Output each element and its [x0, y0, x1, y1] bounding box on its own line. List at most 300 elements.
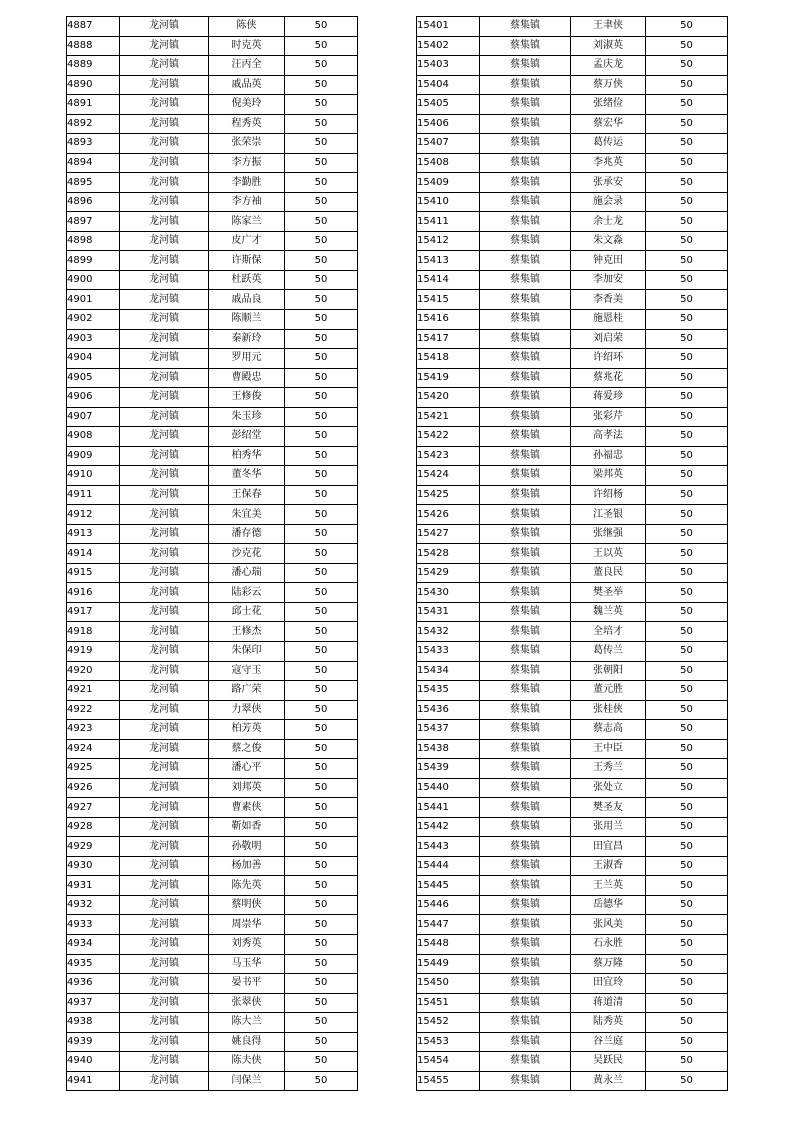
person-name-cell: 张承安: [571, 173, 646, 193]
row-number-cell: 15415: [417, 290, 480, 310]
row-number-cell: 4908: [67, 427, 120, 447]
table-row: [67, 876, 358, 896]
person-name-cell: 潘心平: [209, 759, 285, 779]
person-name-cell: 李方袖: [209, 192, 285, 212]
town-cell: 龙河镇: [120, 212, 209, 232]
row-number-cell: 15417: [417, 329, 480, 349]
row-number-cell: 15444: [417, 856, 480, 876]
person-name-cell: 陈家兰: [209, 212, 285, 232]
town-cell: 蔡集镇: [480, 798, 571, 818]
table-row: [67, 466, 358, 486]
town-cell: 蔡集镇: [480, 309, 571, 329]
amount-cell: 50: [646, 954, 728, 974]
amount-cell: 50: [646, 270, 728, 290]
town-cell: 蔡集镇: [480, 134, 571, 154]
person-name-cell: 刘淑英: [571, 36, 646, 56]
table-row: [417, 75, 728, 95]
amount-cell: 50: [285, 954, 358, 974]
table-row: [67, 622, 358, 642]
table-row: [417, 1013, 728, 1033]
table-row: [67, 993, 358, 1013]
table-row: [67, 192, 358, 212]
row-number-cell: 4939: [67, 1032, 120, 1052]
table-row: [417, 895, 728, 915]
person-name-cell: 王秀兰: [571, 759, 646, 779]
person-name-cell: 张桂侠: [571, 700, 646, 720]
person-name-cell: 张荣崇: [209, 134, 285, 154]
table-row: [67, 602, 358, 622]
row-number-cell: 15449: [417, 954, 480, 974]
person-name-cell: 汪丙全: [209, 56, 285, 76]
amount-cell: 50: [285, 837, 358, 857]
town-cell: 蔡集镇: [480, 700, 571, 720]
table-row: [417, 856, 728, 876]
amount-cell: 50: [285, 524, 358, 544]
person-name-cell: 李方振: [209, 153, 285, 173]
town-cell: 蔡集镇: [480, 739, 571, 759]
town-cell: 龙河镇: [120, 700, 209, 720]
amount-cell: 50: [285, 427, 358, 447]
town-cell: 蔡集镇: [480, 251, 571, 271]
row-number-cell: 15443: [417, 837, 480, 857]
amount-cell: 50: [285, 251, 358, 271]
person-name-cell: 蔡之俊: [209, 739, 285, 759]
person-name-cell: 高孝法: [571, 427, 646, 447]
town-cell: 蔡集镇: [480, 368, 571, 388]
person-name-cell: 陈先英: [209, 876, 285, 896]
person-name-cell: 王保春: [209, 485, 285, 505]
person-name-cell: 张翠侠: [209, 993, 285, 1013]
person-name-cell: 蒋道清: [571, 993, 646, 1013]
town-cell: 蔡集镇: [480, 75, 571, 95]
amount-cell: 50: [646, 876, 728, 896]
amount-cell: 50: [646, 114, 728, 134]
row-number-cell: 15407: [417, 134, 480, 154]
row-number-cell: 15427: [417, 524, 480, 544]
person-name-cell: 沙克花: [209, 544, 285, 564]
town-cell: 龙河镇: [120, 759, 209, 779]
left-table: [66, 16, 358, 1091]
person-name-cell: 李加安: [571, 270, 646, 290]
amount-cell: 50: [646, 1052, 728, 1072]
amount-cell: 50: [646, 173, 728, 193]
person-name-cell: 钟克田: [571, 251, 646, 271]
table-row: [417, 778, 728, 798]
row-number-cell: 4931: [67, 876, 120, 896]
person-name-cell: 彭绍堂: [209, 427, 285, 447]
person-name-cell: 潘心瑞: [209, 563, 285, 583]
row-number-cell: 15446: [417, 895, 480, 915]
amount-cell: 50: [285, 1013, 358, 1033]
table-row: [67, 505, 358, 525]
person-name-cell: 周崇华: [209, 915, 285, 935]
table-row: [67, 173, 358, 193]
town-cell: 龙河镇: [120, 915, 209, 935]
table-row: [417, 368, 728, 388]
table-row: [417, 1071, 728, 1091]
town-cell: 蔡集镇: [480, 329, 571, 349]
person-name-cell: 王以英: [571, 544, 646, 564]
person-name-cell: 王淑香: [571, 856, 646, 876]
town-cell: 龙河镇: [120, 192, 209, 212]
person-name-cell: 张彩芹: [571, 407, 646, 427]
table-row: [67, 251, 358, 271]
town-cell: 蔡集镇: [480, 524, 571, 544]
town-cell: 龙河镇: [120, 231, 209, 251]
person-name-cell: 蒋爱珍: [571, 388, 646, 408]
person-name-cell: 王修俊: [209, 388, 285, 408]
row-number-cell: 15428: [417, 544, 480, 564]
amount-cell: 50: [646, 505, 728, 525]
row-number-cell: 4927: [67, 798, 120, 818]
person-name-cell: 余士龙: [571, 212, 646, 232]
row-number-cell: 4896: [67, 192, 120, 212]
row-number-cell: 4919: [67, 642, 120, 662]
amount-cell: 50: [646, 1013, 728, 1033]
amount-cell: 50: [285, 114, 358, 134]
town-cell: 龙河镇: [120, 290, 209, 310]
amount-cell: 50: [285, 309, 358, 329]
table-row: [417, 934, 728, 954]
table-row: [67, 446, 358, 466]
table-row: [67, 134, 358, 154]
town-cell: 龙河镇: [120, 837, 209, 857]
person-name-cell: 张用兰: [571, 817, 646, 837]
row-number-cell: 4901: [67, 290, 120, 310]
table-row: [67, 856, 358, 876]
table-row: [417, 466, 728, 486]
row-number-cell: 4934: [67, 934, 120, 954]
table-row: [67, 95, 358, 115]
row-number-cell: 4903: [67, 329, 120, 349]
person-name-cell: 黄永兰: [571, 1071, 646, 1091]
amount-cell: 50: [285, 153, 358, 173]
town-cell: 蔡集镇: [480, 270, 571, 290]
town-cell: 蔡集镇: [480, 602, 571, 622]
person-name-cell: 陈夫侠: [209, 1052, 285, 1072]
row-number-cell: 15401: [417, 17, 480, 37]
person-name-cell: 梁邦英: [571, 466, 646, 486]
row-number-cell: 15447: [417, 915, 480, 935]
amount-cell: 50: [285, 349, 358, 369]
person-name-cell: 刘邦英: [209, 778, 285, 798]
amount-cell: 50: [646, 290, 728, 310]
table-row: [417, 681, 728, 701]
row-number-cell: 15410: [417, 192, 480, 212]
row-number-cell: 4938: [67, 1013, 120, 1033]
town-cell: 蔡集镇: [480, 837, 571, 857]
amount-cell: 50: [646, 56, 728, 76]
table-row: [417, 739, 728, 759]
amount-cell: 50: [285, 368, 358, 388]
row-number-cell: 15452: [417, 1013, 480, 1033]
row-number-cell: 15412: [417, 231, 480, 251]
amount-cell: 50: [285, 134, 358, 154]
row-number-cell: 15408: [417, 153, 480, 173]
amount-cell: 50: [285, 661, 358, 681]
town-cell: 蔡集镇: [480, 1052, 571, 1072]
amount-cell: 50: [646, 368, 728, 388]
row-number-cell: 15453: [417, 1032, 480, 1052]
person-name-cell: 力翠侠: [209, 700, 285, 720]
town-cell: 龙河镇: [120, 485, 209, 505]
person-name-cell: 刘秀英: [209, 934, 285, 954]
person-name-cell: 谷兰庭: [571, 1032, 646, 1052]
row-number-cell: 4936: [67, 974, 120, 994]
town-cell: 蔡集镇: [480, 114, 571, 134]
table-row: [67, 17, 358, 37]
table-row: [417, 251, 728, 271]
table-row: [67, 778, 358, 798]
table-row: [417, 1032, 728, 1052]
amount-cell: 50: [646, 856, 728, 876]
town-cell: 龙河镇: [120, 329, 209, 349]
person-name-cell: 吴跃民: [571, 1052, 646, 1072]
table-row: [417, 349, 728, 369]
amount-cell: 50: [285, 329, 358, 349]
person-name-cell: 柏秀华: [209, 446, 285, 466]
person-name-cell: 江圣银: [571, 505, 646, 525]
person-name-cell: 孟庆龙: [571, 56, 646, 76]
amount-cell: 50: [646, 231, 728, 251]
amount-cell: 50: [646, 212, 728, 232]
amount-cell: 50: [285, 270, 358, 290]
row-number-cell: 15406: [417, 114, 480, 134]
row-number-cell: 15442: [417, 817, 480, 837]
row-number-cell: 4912: [67, 505, 120, 525]
table-row: [417, 622, 728, 642]
row-number-cell: 4917: [67, 602, 120, 622]
table-row: [417, 524, 728, 544]
person-name-cell: 蔡宏华: [571, 114, 646, 134]
amount-cell: 50: [646, 251, 728, 271]
town-cell: 蔡集镇: [480, 622, 571, 642]
table-row: [67, 368, 358, 388]
person-name-cell: 曹殿忠: [209, 368, 285, 388]
person-name-cell: 闫保兰: [209, 1071, 285, 1091]
table-row: [417, 56, 728, 76]
table-row: [67, 1071, 358, 1091]
table-row: [67, 290, 358, 310]
row-number-cell: 4892: [67, 114, 120, 134]
town-cell: 龙河镇: [120, 602, 209, 622]
person-name-cell: 秦新玲: [209, 329, 285, 349]
table-row: [417, 290, 728, 310]
amount-cell: 50: [646, 134, 728, 154]
table-row: [67, 153, 358, 173]
row-number-cell: 15431: [417, 602, 480, 622]
person-name-cell: 张处立: [571, 778, 646, 798]
row-number-cell: 15416: [417, 309, 480, 329]
town-cell: 龙河镇: [120, 642, 209, 662]
person-name-cell: 蔡万隆: [571, 954, 646, 974]
table-row: [417, 134, 728, 154]
amount-cell: 50: [285, 583, 358, 603]
row-number-cell: 15430: [417, 583, 480, 603]
row-number-cell: 4893: [67, 134, 120, 154]
town-cell: 蔡集镇: [480, 759, 571, 779]
left-table-body: [67, 17, 358, 1091]
amount-cell: 50: [646, 895, 728, 915]
table-row: [67, 934, 358, 954]
town-cell: 龙河镇: [120, 563, 209, 583]
table-row: [67, 427, 358, 447]
table-row: [417, 759, 728, 779]
amount-cell: 50: [646, 446, 728, 466]
amount-cell: 50: [285, 622, 358, 642]
table-row: [67, 974, 358, 994]
town-cell: 龙河镇: [120, 427, 209, 447]
row-number-cell: 4918: [67, 622, 120, 642]
town-cell: 蔡集镇: [480, 1032, 571, 1052]
person-name-cell: 张风美: [571, 915, 646, 935]
amount-cell: 50: [646, 95, 728, 115]
row-number-cell: 4910: [67, 466, 120, 486]
amount-cell: 50: [646, 700, 728, 720]
amount-cell: 50: [285, 95, 358, 115]
table-row: [417, 817, 728, 837]
amount-cell: 50: [285, 505, 358, 525]
table-row: [417, 407, 728, 427]
town-cell: 蔡集镇: [480, 856, 571, 876]
row-number-cell: 15413: [417, 251, 480, 271]
table-row: [67, 114, 358, 134]
person-name-cell: 葛传兰: [571, 642, 646, 662]
town-cell: 龙河镇: [120, 407, 209, 427]
table-row: [417, 270, 728, 290]
amount-cell: 50: [646, 407, 728, 427]
table-row: [67, 954, 358, 974]
table-row: [417, 993, 728, 1013]
person-name-cell: 曹素侠: [209, 798, 285, 818]
town-cell: 龙河镇: [120, 720, 209, 740]
table-row: [417, 798, 728, 818]
table-row: [67, 681, 358, 701]
row-number-cell: 15414: [417, 270, 480, 290]
person-name-cell: 寇守玉: [209, 661, 285, 681]
row-number-cell: 15405: [417, 95, 480, 115]
row-number-cell: 4916: [67, 583, 120, 603]
table-row: [417, 36, 728, 56]
amount-cell: 50: [285, 17, 358, 37]
town-cell: 龙河镇: [120, 309, 209, 329]
amount-cell: 50: [646, 798, 728, 818]
row-number-cell: 15438: [417, 739, 480, 759]
town-cell: 龙河镇: [120, 173, 209, 193]
town-cell: 蔡集镇: [480, 895, 571, 915]
town-cell: 龙河镇: [120, 153, 209, 173]
row-number-cell: 4889: [67, 56, 120, 76]
town-cell: 蔡集镇: [480, 17, 571, 37]
amount-cell: 50: [646, 485, 728, 505]
person-name-cell: 施会录: [571, 192, 646, 212]
town-cell: 龙河镇: [120, 134, 209, 154]
row-number-cell: 15432: [417, 622, 480, 642]
row-number-cell: 4898: [67, 231, 120, 251]
amount-cell: 50: [285, 407, 358, 427]
town-cell: 蔡集镇: [480, 544, 571, 564]
table-row: [67, 895, 358, 915]
town-cell: 蔡集镇: [480, 934, 571, 954]
person-name-cell: 邱士花: [209, 602, 285, 622]
amount-cell: 50: [285, 681, 358, 701]
person-name-cell: 晏书平: [209, 974, 285, 994]
table-row: [67, 407, 358, 427]
town-cell: 蔡集镇: [480, 231, 571, 251]
amount-cell: 50: [285, 544, 358, 564]
row-number-cell: 15402: [417, 36, 480, 56]
row-number-cell: 15409: [417, 173, 480, 193]
table-row: [67, 524, 358, 544]
amount-cell: 50: [285, 817, 358, 837]
amount-cell: 50: [285, 563, 358, 583]
person-name-cell: 罗用元: [209, 349, 285, 369]
row-number-cell: 15434: [417, 661, 480, 681]
amount-cell: 50: [646, 75, 728, 95]
town-cell: 蔡集镇: [480, 95, 571, 115]
town-cell: 蔡集镇: [480, 563, 571, 583]
row-number-cell: 4920: [67, 661, 120, 681]
person-name-cell: 李勤胜: [209, 173, 285, 193]
person-name-cell: 蔡万侠: [571, 75, 646, 95]
amount-cell: 50: [285, 1052, 358, 1072]
town-cell: 龙河镇: [120, 778, 209, 798]
town-cell: 龙河镇: [120, 974, 209, 994]
table-row: [67, 720, 358, 740]
amount-cell: 50: [646, 661, 728, 681]
table-row: [417, 95, 728, 115]
row-number-cell: 4923: [67, 720, 120, 740]
town-cell: 龙河镇: [120, 388, 209, 408]
person-name-cell: 孙福忠: [571, 446, 646, 466]
amount-cell: 50: [285, 798, 358, 818]
row-number-cell: 15425: [417, 485, 480, 505]
amount-cell: 50: [285, 388, 358, 408]
person-name-cell: 马玉华: [209, 954, 285, 974]
town-cell: 龙河镇: [120, 856, 209, 876]
row-number-cell: 15411: [417, 212, 480, 232]
table-row: [67, 75, 358, 95]
person-name-cell: 蔡明侠: [209, 895, 285, 915]
amount-cell: 50: [646, 583, 728, 603]
row-number-cell: 15422: [417, 427, 480, 447]
town-cell: 蔡集镇: [480, 661, 571, 681]
row-number-cell: 4924: [67, 739, 120, 759]
person-name-cell: 王兰英: [571, 876, 646, 896]
town-cell: 龙河镇: [120, 661, 209, 681]
person-name-cell: 魏兰英: [571, 602, 646, 622]
table-row: [417, 915, 728, 935]
table-row: [417, 505, 728, 525]
table-row: [67, 36, 358, 56]
town-cell: 龙河镇: [120, 270, 209, 290]
town-cell: 龙河镇: [120, 739, 209, 759]
amount-cell: 50: [285, 290, 358, 310]
town-cell: 龙河镇: [120, 876, 209, 896]
row-number-cell: 4915: [67, 563, 120, 583]
table-row: [417, 114, 728, 134]
person-name-cell: 樊圣举: [571, 583, 646, 603]
table-row: [67, 759, 358, 779]
town-cell: 蔡集镇: [480, 485, 571, 505]
amount-cell: 50: [646, 349, 728, 369]
person-name-cell: 蔡志高: [571, 720, 646, 740]
person-name-cell: 田宜昌: [571, 837, 646, 857]
row-number-cell: 15403: [417, 56, 480, 76]
table-row: [67, 583, 358, 603]
amount-cell: 50: [285, 466, 358, 486]
town-cell: 龙河镇: [120, 1052, 209, 1072]
